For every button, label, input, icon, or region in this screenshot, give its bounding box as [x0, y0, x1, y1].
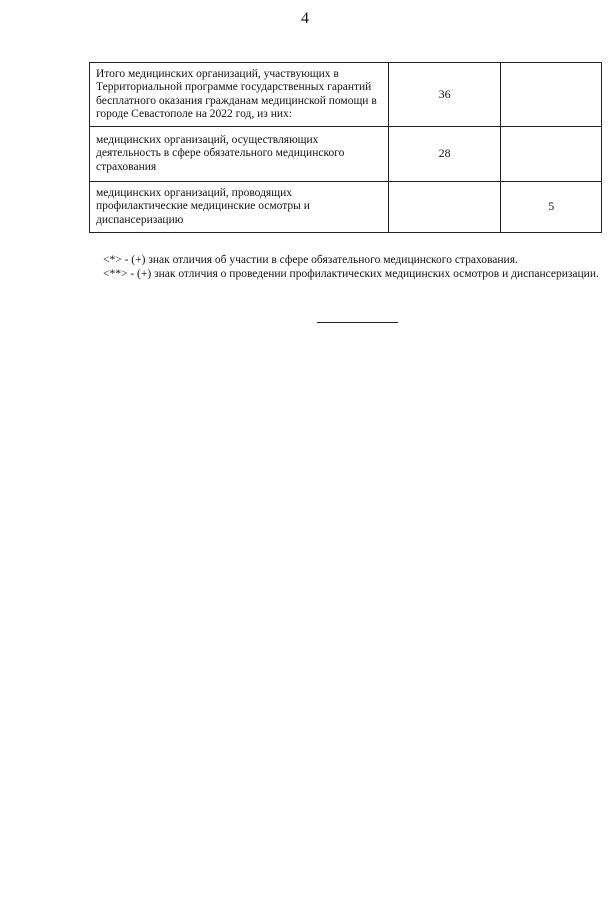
footnote-oms: <*> - (+) знак отличия об участии в сфере обязательного медицинского страхования. — [103, 254, 518, 266]
footnotes — [103, 253, 608, 281]
end-divider — [317, 322, 398, 323]
table-row — [90, 182, 602, 233]
count-cell: 28 — [388, 127, 501, 182]
count-cell: 36 — [388, 63, 501, 127]
table-row — [90, 127, 602, 182]
row-label: Итого медицинских организаций, участвующих в Территориальной программе государственных гарантий бесплатного оказания гражданам медицинской помощи в городе Севастополе на 2022 год, из них: — [90, 63, 389, 127]
footnote-screening: <**> - (+) знак отличия о проведении профилактических медицинских осмотров и диспансеризации. — [103, 268, 599, 280]
count-cell: 5 — [501, 182, 602, 233]
page-number: 4 — [301, 10, 309, 27]
table-row — [90, 63, 602, 127]
organizations-table — [89, 62, 602, 233]
row-label: медицинских организаций, осуществляющих деятельность в сфере обязательного медицинского страхования — [90, 127, 389, 182]
count-cell — [501, 127, 602, 182]
count-cell — [388, 182, 501, 233]
count-cell — [501, 63, 602, 127]
row-label: медицинских организаций, проводящих профилактические медицинские осмотры и диспансеризацию — [90, 182, 389, 233]
